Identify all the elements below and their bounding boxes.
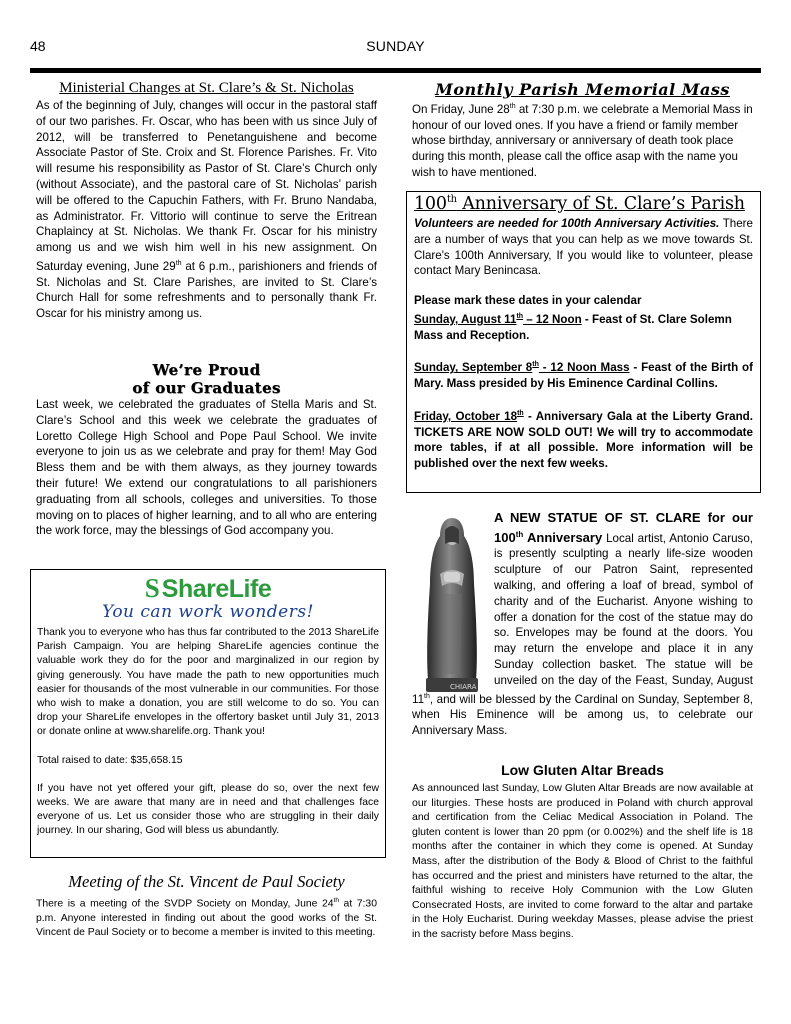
graduates-title-line1: We’re Proud [152, 361, 261, 379]
ministerial-text: As of the beginning of July, changes will occur in the pastoral staff of our two parishes. Fr. Oscar, who has been with us since July of 2012, will be transferred to Penetanguishene and become Associate Pastor of Ste. Croix and St. Florence Parishes. Fr. Vito will resume his responsibility as Pastor of St. Clare’s Church only (without Associate), and the pastoral care of St. Nicholas’ parish will be offered to the Capuchin Fathers, with Fr. Bruno Nandaba, as Administrator. Fr. Vittorio will continue to serve the Eritrean Chaplaincy at St. Nicholas. We thank Fr. Oscar for his ministry among us and we wish him well in his new assignment. On Saturday evening, June 29th at 6 p.m., parishioners and friends of St. Nicholas and St. Clare Parishes, are invited to St. Clare’s Church Hall for some refreshments and to personally thank Fr. Oscar for his ministry among us. [36, 99, 377, 321]
gluten-text: As announced last Sunday, Low Gluten Altar Breads are now available at our liturgies. These hosts are produced in Poland with church approval and certification from the Celiac Medical Association in Poland. The gluten content is lower than 20 ppm (or 0.002%) and the shelf life is 18 months after the container in which they come is opened. At Sunday Mass, after the distribution of the Body & Blood of Christ to the faithful has occurred and the priest and ministers have returned to the altar, the faithful wishing to receive Holy Communion with the Low Gluten Consecrated Hosts, are invited to come forward to the altar and partake in the Holy Eucharist. During weekday Masses, please advise the priest in the sacristy before Mass begins. [412, 782, 753, 940]
anniversary-calendar-heading: Please mark these dates in your calendar [414, 294, 642, 308]
graduates-title-line2: of our Graduates [132, 379, 281, 397]
anniversary-title: 100th Anniversary of St. Clare’s Parish [414, 194, 745, 214]
sharelife-box [30, 569, 386, 858]
ministerial-title: Ministerial Changes at St. Clare’s & St. Nicholas [59, 80, 354, 96]
page-day-title: SUNDAY [366, 38, 425, 54]
svdp-title: Meeting of the St. Vincent de Paul Society [68, 872, 345, 891]
statue-base-label: CHIARA [450, 683, 477, 691]
gluten-title: Low Gluten Altar Breads [501, 762, 664, 778]
anniversary-event-1: Sunday, August 11th – 12 Noon - Feast of St. Clare Solemn Mass and Reception. [414, 312, 732, 342]
memorial-section [412, 80, 753, 181]
sharelife-text-1: Thank you to everyone who has thus far contributed to the 2013 ShareLife Parish Campaign. You are helping ShareLife agencies continue the valuable work they do for the poor and marginalized in our region by giving generously. You have made the path to new opportunities much easier for thousands of the most vulnerable in our communities. For those who wish to make a donation, you are still welcome to do so. You can drop your ShareLife envelopes in the offertory basket until July 31, 2013 or donate online at www.sharelife.org. Thank you! [37, 627, 379, 738]
sharelife-mark-icon: S [144, 573, 160, 603]
anniversary-volunteer-text: Volunteers are needed for 100th Anniversary Activities. There are a number of ways that you can help as we move towards St. Clare's 100th Anniversary, If you would like to volunteer, please contact Mary Benincasa. [414, 217, 753, 278]
memorial-title: Monthly Parish Memorial Mass [435, 80, 730, 99]
statue-section [412, 510, 753, 739]
anniversary-event-3: Friday, October 18th - Anniversary Gala at the Liberty Grand. TICKETS ARE NOW SOLD OUT! We will try to accommodate more tables, if at all possible. More information will be published over the next few weeks. [414, 409, 753, 471]
sharelife-logo [37, 573, 379, 622]
sharelife-wordmark: ShareLife [161, 575, 272, 603]
anniversary-box [406, 191, 761, 493]
graduates-section [36, 361, 377, 539]
anniversary-event-2: Sunday, September 8th - 12 Noon Mass - Feast of the Birth of Mary. Mass presided by His Eminence Cardinal Collins. [414, 361, 753, 391]
sharelife-tagline: You can work wonders! [102, 602, 314, 622]
gluten-section [412, 762, 753, 942]
memorial-text: On Friday, June 28th at 7:30 p.m. we celebrate a Memorial Mass in honour of our loved ones. If you have a friend or family member whose birthday, anniversary or anniversary of death took place during this month, please call the office asap with the name you wish to have mentioned. [412, 102, 753, 180]
sharelife-text-2: If you have not yet offered your gift, please do so, over the next few weeks. We are aware that many are in need and that challenges face everyone of us. Let us consider those who are struggling in their daily journey. In our sharing, God will bless us abundantly. [37, 782, 379, 837]
graduates-text: Last week, we celebrated the graduates of Stella Maris and St. Clare’s School and this week we celebrate the graduates of Loretto College High School and Pope Paul School. We invite everyone to join us as we celebrate and pray for them! May God Bless them and be with them always, as they journey towards their future! We extend our congratulations to all parishioners graduating from all schools, colleges and universities. To those moving on to places of higher learning, and to all who are entering the work force, may the blessings of God accompany you. [36, 398, 377, 538]
svdp-section [36, 872, 377, 940]
statue-text: A NEW STATUE OF ST. CLARE for our 100th Anniversary Local artist, Antonio Caruso, is presently sculpting a nearly life-size wooden sculpture of our Patron Saint, represented walking, and offering a loaf of bread, symbol of charity and of the Eucharist. Anyone wishing to offer a donation for the cost of the statue may do so. Envelopes may be found at the doors. You may return the envelope and place it in any Sunday collection basket. The statue will be unveiled on the day of the Feast, Sunday, August 11th, and will be blessed by the Cardinal on Sunday, September 8, when His Eminence will be among us, to celebrate our Anniversary Mass. [412, 510, 754, 738]
svdp-text: There is a meeting of the SVDP Society on Monday, June 24th at 7:30 p.m. Anyone interested in finding out about the good works of the St. Vincent de Paul Society or to become a member is invited to this meeting. [36, 897, 377, 938]
sharelife-total: Total raised to date: $35,658.15 [37, 754, 183, 766]
header-rule [30, 68, 761, 73]
page-number: 48 [30, 38, 46, 54]
ministerial-section [36, 80, 377, 322]
